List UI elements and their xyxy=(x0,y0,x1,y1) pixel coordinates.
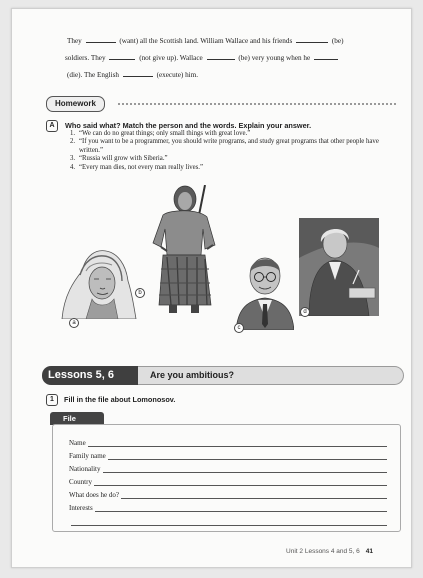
answer-line[interactable] xyxy=(103,465,388,473)
fill-in-paragraph xyxy=(67,33,397,84)
exercise-1-marker: 1 xyxy=(46,394,58,406)
answer-blank[interactable] xyxy=(123,70,153,77)
label-d: d xyxy=(300,307,310,317)
label-b: b xyxy=(135,288,145,298)
answer-blank[interactable] xyxy=(86,36,116,43)
answer-line[interactable] xyxy=(71,518,387,526)
quote-item: 4. “Every man dies, not every man really lives.” xyxy=(70,163,203,171)
name-field[interactable]: Name xyxy=(69,436,387,447)
homework-heading xyxy=(46,96,396,112)
answer-line[interactable] xyxy=(95,504,387,512)
answer-blank[interactable] xyxy=(109,53,135,60)
interests-field[interactable]: Interests xyxy=(69,501,387,512)
answer-line[interactable] xyxy=(121,491,387,499)
quote-item: 2. “If you want to be a programmer, you should write programs, and study great programs that other people have written.” xyxy=(70,138,379,154)
file-tab: File xyxy=(50,412,104,425)
page-footer xyxy=(286,548,373,555)
label-c: c xyxy=(234,323,244,333)
answer-blank[interactable] xyxy=(314,53,338,60)
family-name-field[interactable]: Family name xyxy=(69,449,387,460)
portrait-d-photo xyxy=(299,218,379,316)
exercise-1-instruction: Fill in the file about Lomonosov. xyxy=(64,395,176,404)
intro-line-1: They (want) all the Scottish land. William Wallace and his friends (be) xyxy=(67,37,344,45)
quote-list xyxy=(70,130,400,172)
portrait-c-photo xyxy=(236,250,294,330)
answer-blank[interactable] xyxy=(296,36,328,43)
intro-line-2: soldiers. They (not give up). Wallace (be) very young when he xyxy=(65,50,397,67)
quote-item: 3. “Russia will grow with Siberia.” xyxy=(70,155,168,163)
extra-field[interactable] xyxy=(69,515,387,526)
label-a: a xyxy=(69,318,79,328)
page-number: 41 xyxy=(365,548,373,555)
portrait-a-photo xyxy=(56,241,138,319)
quote-item: 1. “We can do no great things; only small things with great love.” xyxy=(70,130,251,137)
portrait-b-photo xyxy=(145,185,223,313)
answer-line[interactable] xyxy=(108,452,387,460)
lessons-banner xyxy=(42,366,404,385)
footer-unit-text: Unit 2 Lessons 4 and 5, 6 xyxy=(286,548,360,555)
dotted-divider xyxy=(118,103,396,105)
answer-blank[interactable] xyxy=(207,53,235,60)
occupation-field[interactable]: What does he do? xyxy=(69,488,387,499)
exercise-a-instruction: Who said what? Match the person and the words. Explain your answer. xyxy=(65,121,312,130)
intro-line-3: (die). The English (execute) him. xyxy=(67,71,199,79)
answer-line[interactable] xyxy=(88,439,387,447)
answer-line[interactable] xyxy=(94,478,387,486)
exercise-a-marker: A xyxy=(46,120,58,132)
nationality-field[interactable]: Nationality xyxy=(69,462,387,473)
lesson-title: Are you ambitious? xyxy=(132,366,404,385)
homework-label: Homework xyxy=(46,96,105,112)
country-field[interactable]: Country xyxy=(69,475,387,486)
workbook-page xyxy=(11,8,412,568)
lesson-number: Lessons 5, 6 xyxy=(42,366,138,385)
file-form xyxy=(52,424,401,532)
